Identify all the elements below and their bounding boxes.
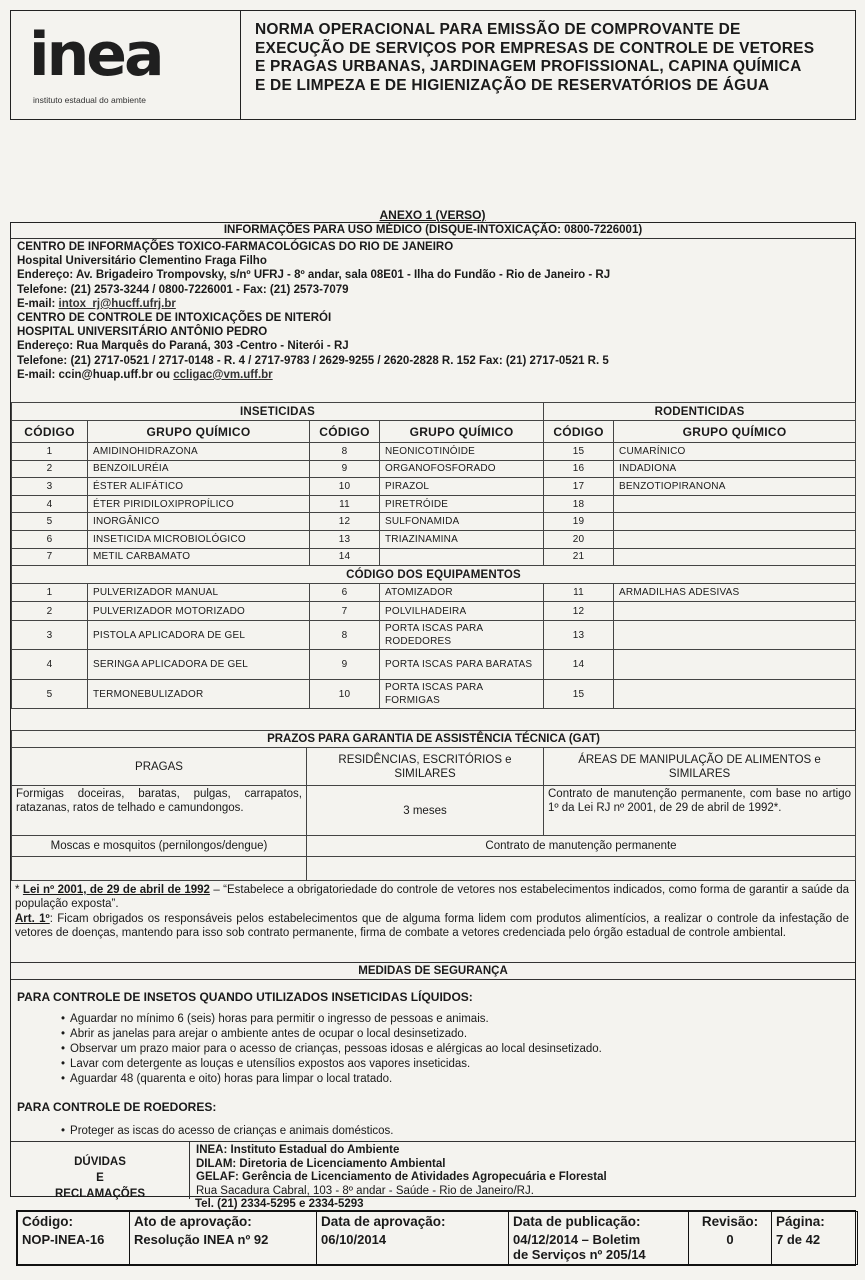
duvidas-phone: Tel. (21) 2334-5295 e 2334-5293	[195, 1198, 364, 1210]
code-cell: 2	[12, 602, 88, 620]
group-cell	[614, 530, 856, 548]
centro1-name: CENTRO DE INFORMAÇÕES TOXICO-FARMACOLÓGICAS DO RIO DE JANEIRO	[17, 241, 454, 253]
inea-logo	[11, 11, 241, 119]
code-cell: 11	[544, 584, 614, 602]
table-row	[12, 584, 856, 602]
meta-revisao: Revisão: 0	[689, 1212, 772, 1265]
label-line: RECLAMAÇÕES	[54, 1188, 146, 1200]
duvidas-section	[11, 1141, 855, 1198]
code-cell: 14	[310, 548, 380, 566]
inea-line: INEA: Instituto Estadual do Ambiente	[196, 1144, 400, 1156]
col-areas-alimentos: ÁREAS DE MANIPULAÇÃO DE ALIMENTOS e SIMILARES	[544, 748, 856, 786]
meta-ato: Ato de aprovação: Resolução INEA nº 92	[130, 1212, 317, 1265]
rodenticidas-header: RODENTICIDAS	[544, 403, 856, 421]
meta-pagina: Página: 7 de 42	[772, 1212, 858, 1265]
centro2-address: Endereço: Rua Marquês do Paraná, 303 -Centro - Niterói - RJ	[17, 340, 349, 353]
code-cell: 4	[12, 495, 88, 513]
row2-contract: Contrato de manutenção permanente	[307, 836, 856, 857]
insects-heading: PARA CONTROLE DE INSETOS QUANDO UTILIZADOS INSETICIDAS LÍQUIDOS:	[17, 990, 473, 1004]
row1-pragas: Formigas doceiras, baratas, pulgas, carrapatos, ratazanas, ratos de telhado e camundongos.	[12, 786, 307, 836]
code-cell: 1	[12, 584, 88, 602]
code-cell: 21	[544, 548, 614, 566]
art-text: : Ficam obrigados os responsáveis pelos estabelecimentos que de alguma forma lidem com produtos alimentícios, a realizar o controle da infestação de vetores de doenças, mantendo para isso sob contrato permanente, firma de combate a vetores credenciada pelo órgão estadual de controle ambiental.	[15, 912, 849, 939]
gat-table	[11, 730, 856, 881]
code-cell: 2	[12, 460, 88, 478]
code-cell: 17	[544, 478, 614, 496]
group-cell: INORGÂNICO	[88, 513, 310, 531]
empty-cell	[12, 857, 307, 881]
gelaf-line: GELAF: Gerência de Licenciamento de Atividades Agropecuária e Florestal	[196, 1171, 607, 1184]
row2-pragas: Moscas e mosquitos (pernilongos/dengue)	[12, 836, 307, 857]
table-row	[12, 602, 856, 620]
medical-contacts	[17, 240, 851, 382]
group-cell: METIL CARBAMATO	[88, 548, 310, 566]
lei-paragraph: * Lei nº 2001, de 29 de abril de 1992 – “Estabelece a obrigatoriedade do controle de vetores nos estabelecimentos indicados, como forma de garantir a saúde da população exposta”.	[15, 884, 849, 911]
group-cell	[614, 650, 856, 680]
group-cell: ARMADILHAS ADESIVAS	[614, 584, 856, 602]
group-cell: PIRETRÓIDE	[380, 495, 544, 513]
table-row	[12, 650, 856, 680]
centro2-email-link[interactable]: ccligac@vm.uff.br	[173, 368, 273, 381]
code-cell: 12	[310, 513, 380, 531]
divider	[189, 1142, 190, 1199]
group-cell	[380, 548, 544, 566]
code-cell: 6	[12, 530, 88, 548]
dilam-line: DILAM: Diretoria de Licenciamento Ambiental	[196, 1157, 446, 1170]
code-cell: 15	[544, 679, 614, 709]
code-cell: 13	[544, 620, 614, 650]
group-cell: PORTA ISCAS PARA BARATAS	[380, 650, 544, 680]
code-cell: 16	[544, 460, 614, 478]
table-row	[12, 478, 856, 496]
table-row	[12, 495, 856, 513]
group-cell: PISTOLA APLICADORA DE GEL	[88, 620, 310, 650]
code-cell: 8	[310, 620, 380, 650]
centro2-phone: Telefone: (21) 2717-0521 / 2717-0148 - R. 4 / 2717-9783 / 2629-9255 / 2620-2828 R. 152 Fax: (21) 2717-0521 R. 5	[17, 354, 609, 367]
group-cell: PIRAZOL	[380, 478, 544, 496]
logo-subtitle: instituto estadual do ambiente	[33, 95, 146, 105]
group-cell	[614, 679, 856, 709]
group-cell	[614, 620, 856, 650]
code-cell: 5	[12, 679, 88, 709]
code-cell: 15	[544, 443, 614, 461]
col-codigo: CÓDIGO	[310, 421, 380, 443]
law-note	[15, 883, 849, 940]
email-label: E-mail:	[17, 297, 59, 310]
code-cell: 7	[310, 602, 380, 620]
title-line: NORMA OPERACIONAL PARA EMISSÃO DE COMPROVANTE DE	[255, 21, 741, 38]
table-row	[12, 530, 856, 548]
col-pragas: PRAGAS	[12, 748, 307, 786]
group-cell: PULVERIZADOR MOTORIZADO	[88, 602, 310, 620]
logo-wordmark: inea	[29, 20, 162, 90]
code-cell: 12	[544, 602, 614, 620]
group-cell: AMIDINOHIDRAZONA	[88, 443, 310, 461]
centro1-hospital: Hospital Universitário Clementino Fraga Filho	[17, 255, 267, 268]
group-cell: ORGANOFOSFORADO	[380, 460, 544, 478]
group-cell: PORTA ISCAS PARA RODEDORES	[380, 620, 544, 650]
code-cell: 9	[310, 650, 380, 680]
code-cell: 14	[544, 650, 614, 680]
art-paragraph	[15, 912, 849, 941]
table-row	[12, 513, 856, 531]
col-grupo-quimico: GRUPO QUÍMICO	[614, 421, 856, 443]
group-cell: TRIAZINAMINA	[380, 530, 544, 548]
col-grupo-quimico: GRUPO QUÍMICO	[380, 421, 544, 443]
col-codigo: CÓDIGO	[544, 421, 614, 443]
code-cell: 13	[310, 530, 380, 548]
code-cell: 6	[310, 584, 380, 602]
art-ref: Art. 1º	[15, 912, 50, 925]
centro1-email-link[interactable]: intox_rj@hucff.ufrj.br	[58, 297, 176, 310]
table-row	[12, 460, 856, 478]
title-line: E DE LIMPEZA E DE HIGIENIZAÇÃO DE RESERVATÓRIOS DE ÁGUA	[255, 76, 770, 94]
code-cell: 4	[12, 650, 88, 680]
group-cell: INDADIONA	[614, 460, 856, 478]
list-item: • Observar um prazo maior para o acesso de crianças, pessoas idosas e alérgicas ao local desinsetizado.	[73, 1042, 845, 1057]
title-line: EXECUÇÃO DE SERVIÇOS POR EMPRESAS DE CONTROLE DE VETORES	[255, 39, 815, 57]
col-residencias: RESIDÊNCIAS, ESCRITÓRIOS e SIMILARES	[307, 748, 544, 786]
label-line: DÚVIDAS	[74, 1156, 126, 1168]
centro1-phone: Telefone: (21) 2573-3244 / 0800-7226001 - Fax: (21) 2573-7079	[17, 283, 349, 296]
address-line: Rua Sacadura Cabral, 103 - 8º andar - Saúde - Rio de Janeiro/RJ.	[196, 1184, 534, 1197]
code-cell: 9	[310, 460, 380, 478]
document-title	[241, 11, 855, 119]
meta-data-publicacao: Data de publicação: 04/12/2014 – Boletim de Serviços nº 205/14	[509, 1212, 689, 1265]
chemical-codes-table	[11, 402, 856, 709]
duvidas-contacts	[196, 1144, 607, 1198]
code-cell: 19	[544, 513, 614, 531]
rodents-list	[70, 1124, 845, 1139]
centro2-email-line	[17, 368, 851, 382]
group-cell: TERMONEBULIZADOR	[88, 679, 310, 709]
group-cell: SERINGA APLICADORA DE GEL	[88, 650, 310, 680]
centro2-name: CENTRO DE CONTROLE DE INTOXICAÇÕES DE NITERÓI	[17, 312, 332, 325]
rodents-heading: PARA CONTROLE DE ROEDORES:	[17, 1100, 217, 1114]
group-cell: PORTA ISCAS PARA FORMIGAS	[380, 679, 544, 709]
group-cell	[614, 513, 856, 531]
meta-data-aprovacao: Data de aprovação: 06/10/2014	[317, 1212, 509, 1265]
group-cell: POLVILHADEIRA	[380, 602, 544, 620]
centro1-address: Endereço: Av. Brigadeiro Trompovsky, s/nº UFRJ - 8º andar, sala 08E01 - Ilha do Fundão - Rio de Janeiro - RJ	[17, 269, 611, 282]
inseticidas-header: INSETICIDAS	[12, 403, 544, 421]
group-cell: ATOMIZADOR	[380, 584, 544, 602]
list-item: • Aguardar no mínimo 6 (seis) horas para permitir o ingresso de pessoas e animais.	[73, 1012, 845, 1027]
code-cell: 8	[310, 443, 380, 461]
group-cell: INSETICIDA MICROBIOLÓGICO	[88, 530, 310, 548]
centro2-hospital: HOSPITAL UNIVERSITÁRIO ANTÔNIO PEDRO	[17, 326, 268, 339]
group-cell: PULVERIZADOR MANUAL	[88, 584, 310, 602]
code-cell: 10	[310, 478, 380, 496]
group-cell: ÉSTER ALIFÁTICO	[88, 478, 310, 496]
group-cell	[614, 495, 856, 513]
group-cell	[614, 602, 856, 620]
code-cell: 18	[544, 495, 614, 513]
annex-frame	[10, 222, 856, 1200]
table-row	[12, 548, 856, 566]
empty-cell	[307, 857, 856, 881]
row1-areas: Contrato de manutenção permanente, com base no artigo 1º da Lei RJ nº 2001, de 29 de abril de 1992*.	[544, 786, 856, 836]
email-label: E-mail: ccin@huap.uff.br ou	[17, 368, 174, 381]
group-cell: SULFONAMIDA	[380, 513, 544, 531]
centro1-email-line	[17, 297, 851, 311]
group-cell	[614, 548, 856, 566]
row1-residencias: 3 meses	[307, 786, 544, 836]
equipment-band: CÓDIGO DOS EQUIPAMENTOS	[12, 566, 856, 584]
group-cell: NEONICOTINÓIDE	[380, 443, 544, 461]
safety-band: MEDIDAS DE SEGURANÇA	[11, 962, 855, 980]
table-row	[12, 679, 856, 709]
code-cell: 1	[12, 443, 88, 461]
list-item: • Proteger as iscas do acesso de crianças e animais domésticos.	[73, 1124, 845, 1139]
lei-text: – “Estabelece a obrigatoriedade do controle de vetores nos estabelecimentos indicados, como forma de garantir a saúde da população exposta”.	[15, 884, 849, 911]
list-item: • Abrir as janelas para arejar o ambiente antes de ocupar o local desinsetizado.	[73, 1027, 845, 1042]
code-cell: 20	[544, 530, 614, 548]
code-cell: 7	[12, 548, 88, 566]
group-cell: BENZOTIOPIRANONA	[614, 478, 856, 496]
group-cell: BENZOILURÉIA	[88, 460, 310, 478]
group-cell: ÉTER PIRIDILOXIPROPÍLICO	[88, 495, 310, 513]
document-header	[10, 10, 856, 120]
code-cell: 10	[310, 679, 380, 709]
medical-info-band: INFORMAÇÕES PARA USO MÉDICO (DISQUE-INTOXICAÇÃO: 0800-7226001)	[11, 223, 855, 239]
duvidas-label	[11, 1154, 189, 1202]
code-cell: 3	[12, 478, 88, 496]
document-meta-table	[16, 1210, 856, 1266]
table-row	[12, 620, 856, 650]
title-line: E PRAGAS URBANAS, JARDINAGEM PROFISSIONAL, CAPINA QUÍMICA	[255, 58, 802, 75]
code-cell: 3	[12, 620, 88, 650]
code-cell: 5	[12, 513, 88, 531]
table-row	[12, 443, 856, 461]
label-line: E	[96, 1172, 104, 1184]
insects-list	[70, 1012, 845, 1087]
gat-band: PRAZOS PARA GARANTIA DE ASSISTÊNCIA TÉCNICA (GAT)	[12, 731, 856, 748]
code-cell: 11	[310, 495, 380, 513]
col-codigo: CÓDIGO	[12, 421, 88, 443]
lei-ref: Lei nº 2001, de 29 de abril de 1992	[22, 884, 210, 896]
col-grupo-quimico: GRUPO QUÍMICO	[88, 421, 310, 443]
annex-title: ANEXO 1 (VERSO)	[379, 208, 486, 222]
meta-codigo: Código: NOP-INEA-16	[18, 1212, 130, 1265]
list-item: • Lavar com detergente as louças e utensílios expostos aos vapores inseticidas.	[73, 1057, 845, 1072]
list-item: • Aguardar 48 (quarenta e oito) horas para limpar o local tratado.	[73, 1072, 845, 1087]
group-cell: CUMARÍNICO	[614, 443, 856, 461]
